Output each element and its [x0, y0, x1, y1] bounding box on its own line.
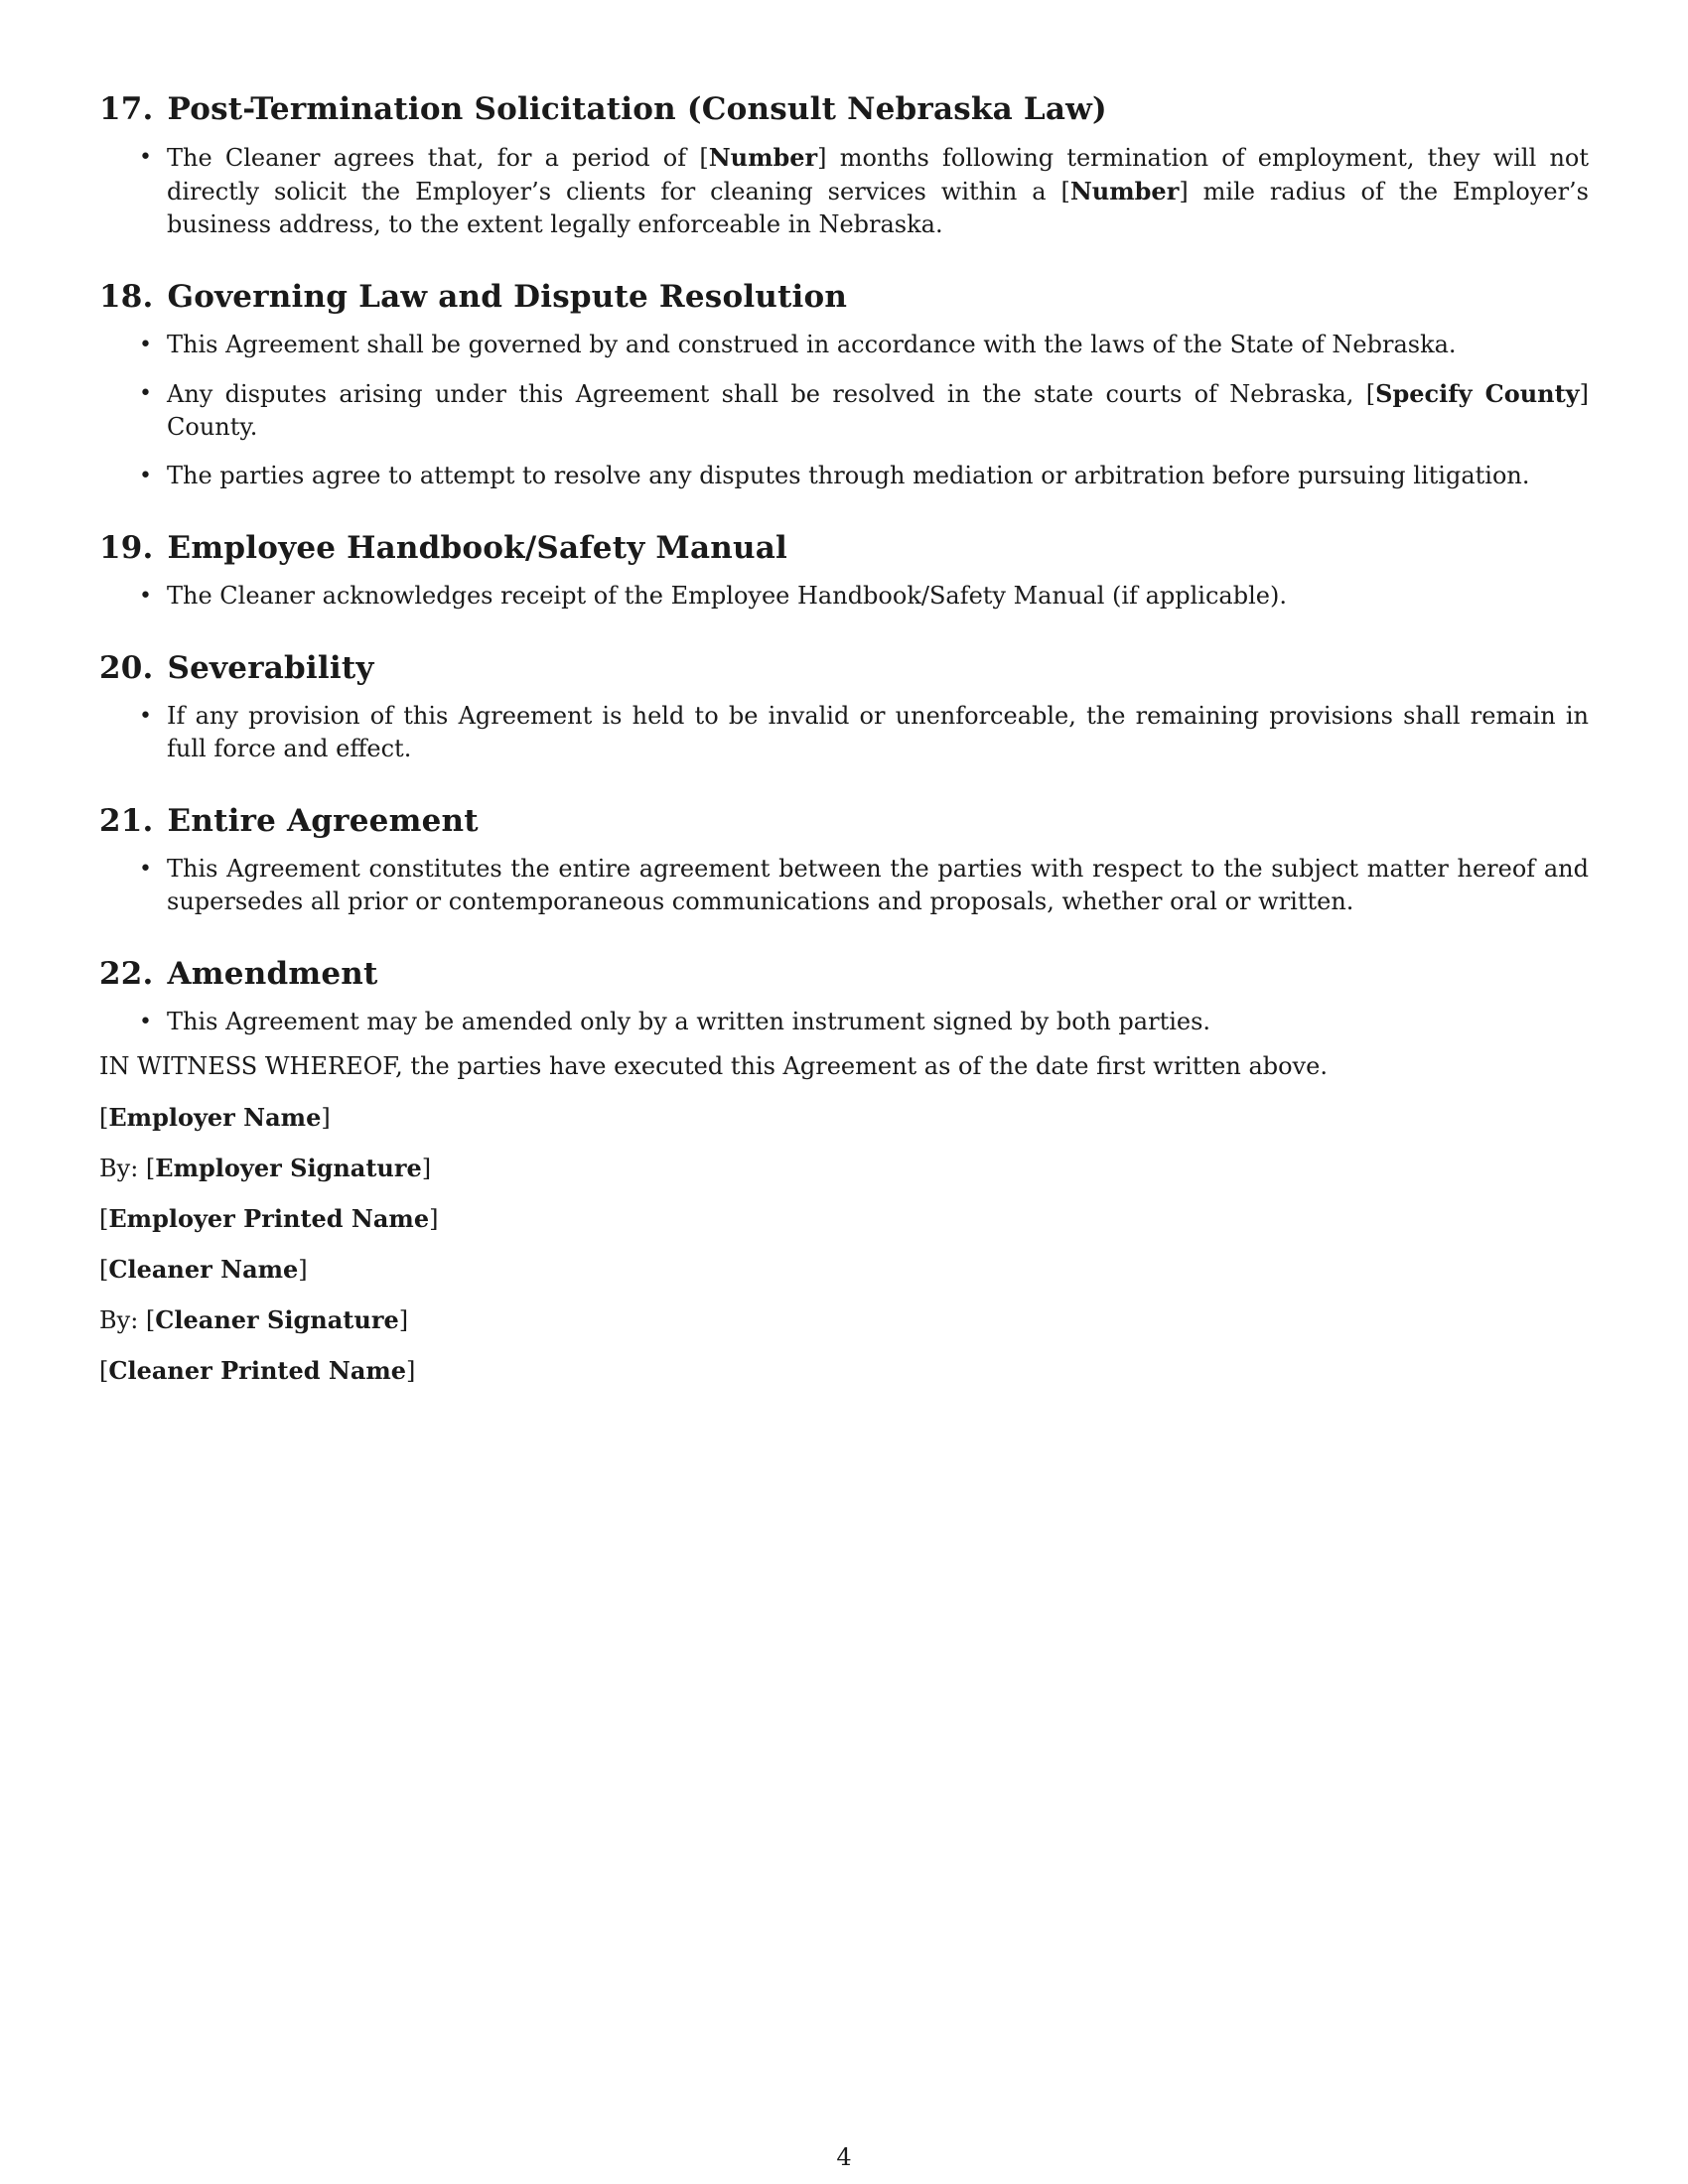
signature-line: By: [Employer Signature] — [99, 1154, 432, 1182]
witness-statement: IN WITNESS WHEREOF, the parties have executed this Agreement as of the date first written above. — [99, 1052, 1328, 1080]
signature-line: [Employer Printed Name] — [99, 1204, 439, 1233]
section-title: Entire Agreement — [167, 803, 479, 839]
signature-prefix: By: — [99, 1155, 146, 1182]
signature-block — [99, 1101, 1589, 1388]
bullet-list — [99, 141, 1589, 241]
bullet-item — [99, 377, 1589, 444]
bullet-item — [99, 1006, 1589, 1038]
section-18 — [99, 275, 1589, 492]
section-number: 22. — [99, 956, 154, 992]
signature-field: Employer Printed Name — [108, 1204, 430, 1233]
section-heading — [99, 275, 1589, 319]
section-number: 20. — [99, 650, 154, 686]
signature-prefix: By: — [99, 1306, 146, 1334]
bullet-item — [99, 580, 1589, 613]
bullet-item — [99, 853, 1589, 918]
signature-field: Employer Signature — [155, 1154, 422, 1182]
section-heading — [99, 526, 1589, 570]
section-number: 19. — [99, 530, 154, 566]
section-19 — [99, 526, 1589, 613]
bullet-item — [99, 700, 1589, 765]
clause-text: This Agreement may be amended only by a written instrument signed by both parties. — [167, 1008, 1211, 1035]
section-22 — [99, 952, 1589, 1038]
clause-text: This Agreement constitutes the entire agreement between the parties with respect to the subject matter hereof and supersedes all prior or contemporaneous communications and proposals, whether oral or written. — [167, 855, 1589, 915]
bullet-item — [99, 141, 1589, 241]
clause-text: The Cleaner acknowledges receipt of the Employee Handbook/Safety Manual (if applicable). — [167, 582, 1287, 610]
signature-field: Cleaner Printed Name — [108, 1356, 407, 1385]
section-title: Amendment — [167, 956, 378, 992]
clause-text: ] months following termination of employment, they will not directly solicit the Employer’s clients for cleaning services within a [ — [167, 144, 1589, 205]
section-heading — [99, 87, 1589, 131]
document-page — [99, 87, 1589, 1405]
section-heading — [99, 646, 1589, 690]
signature-line: [Employer Name] — [99, 1103, 331, 1132]
clause-text: The parties agree to attempt to resolve any disputes through mediation or arbitration before pursuing litigation. — [167, 462, 1530, 489]
bullet-item — [99, 329, 1589, 361]
section-number: 21. — [99, 803, 154, 839]
signature-field: Employer Name — [108, 1103, 322, 1132]
clause-text: Any disputes arising under this Agreement shall be resolved in the state courts of Nebraska, [ — [167, 380, 1376, 408]
section-title: Employee Handbook/Safety Manual — [167, 530, 787, 566]
clause-text: The Cleaner agrees that, for a period of [ — [167, 144, 709, 172]
section-number: 17. — [99, 91, 154, 127]
signature-line: [Cleaner Printed Name] — [99, 1356, 416, 1385]
section-number: 18. — [99, 279, 154, 315]
clause-text: This Agreement shall be governed by and construed in accordance with the laws of the State of Nebraska. — [167, 331, 1457, 358]
section-heading — [99, 799, 1589, 843]
section-title: Governing Law and Dispute Resolution — [167, 279, 848, 315]
placeholder-field: Number — [708, 143, 818, 172]
signature-line: By: [Cleaner Signature] — [99, 1305, 409, 1334]
section-17 — [99, 87, 1589, 241]
page-number: 4 — [836, 2143, 852, 2171]
section-title: Post-Termination Solicitation (Consult Nebraska Law) — [167, 91, 1107, 127]
signature-field: Cleaner Name — [108, 1255, 299, 1284]
sections-container — [99, 87, 1589, 1038]
clause-text: If any provision of this Agreement is held to be invalid or unenforceable, the remaining provisions shall remain in full force and effect. — [167, 702, 1589, 762]
clause-text: ] County. — [167, 380, 1590, 441]
section-21 — [99, 799, 1589, 918]
section-heading — [99, 952, 1589, 996]
bullet-list — [99, 329, 1589, 492]
bullet-list — [99, 580, 1589, 613]
clause-text: ] mile radius of the Employer’s business address, to the extent legally enforceable in Nebraska. — [167, 178, 1589, 238]
signature-field: Cleaner Signature — [155, 1305, 399, 1334]
signature-line: [Cleaner Name] — [99, 1255, 308, 1284]
bullet-item — [99, 460, 1589, 492]
section-20 — [99, 646, 1589, 765]
bullet-list — [99, 1006, 1589, 1038]
placeholder-field: Number — [1069, 177, 1180, 205]
section-title: Severability — [167, 650, 374, 686]
bullet-list — [99, 700, 1589, 765]
bullet-list — [99, 853, 1589, 918]
placeholder-field: Specify County — [1375, 379, 1580, 408]
